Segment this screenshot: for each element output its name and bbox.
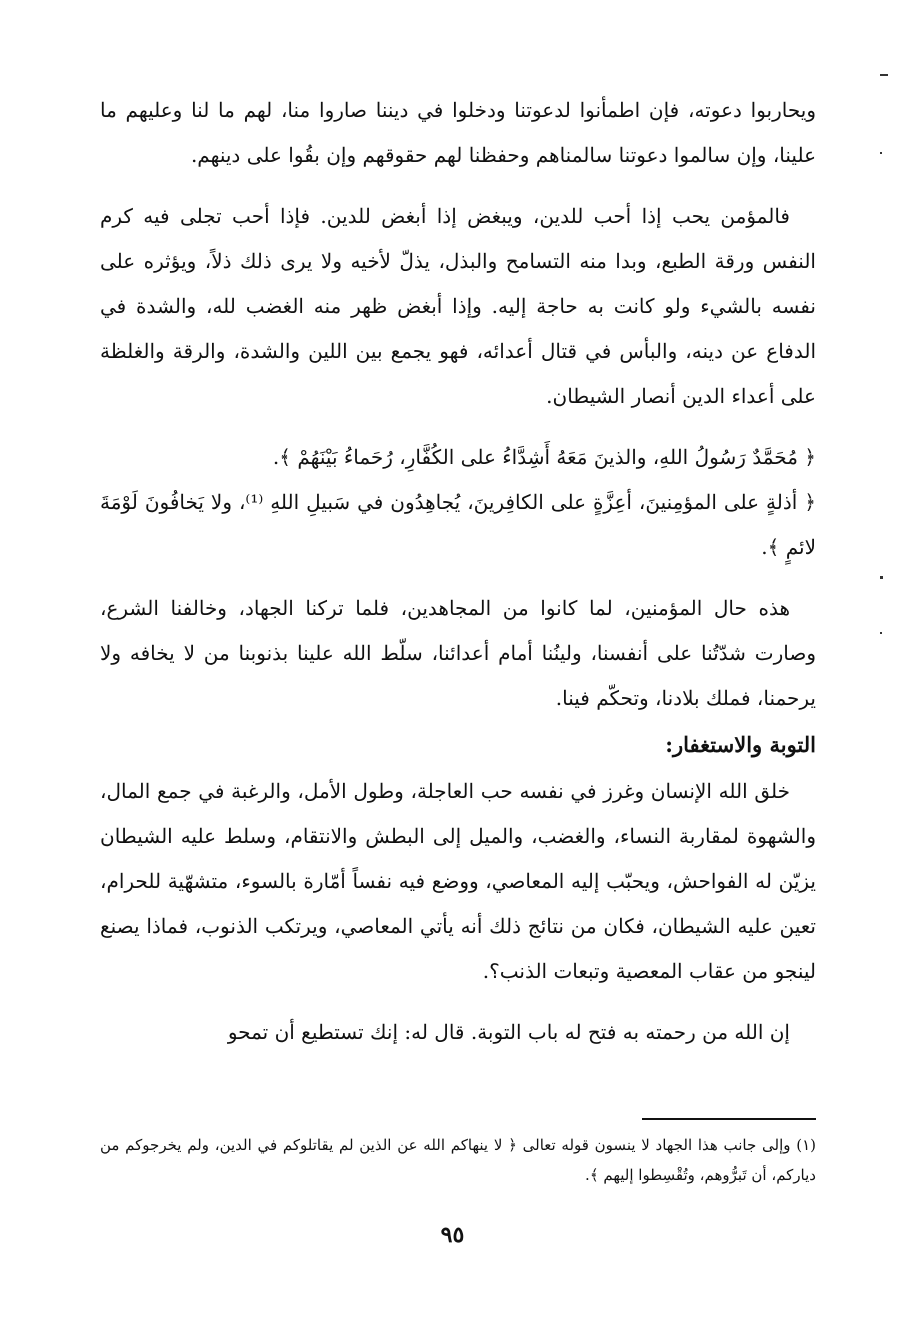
margin-mark [880,152,882,154]
footnote: (١) وإلى جانب هذا الجهاد لا ينسون قوله تعالى ﴿ لا ينهاكم الله عن الذين لم يقاتلوكم في الدين، ولم يخرجوكم من دياركم، أن تَبرُّوهم، وتُقْسِطوا إليهم ﴾. [100,1136,816,1184]
paragraph-3: هذه حال المؤمنين، لما كانوا من المجاهدين، فلما تركنا الجهاد، وخالفنا الشرع، وصارت شدّتُنا على أنفسنا، ولينُنا أمام أعدائنا، سلّط الله علينا بذنوبنا من لا يخافه ولا يرحمنا، فملك بلادنا، وتحكّم فينا. [100,596,816,710]
footnote-divider [642,1118,816,1120]
margin-mark [880,576,883,579]
page-number: ٩٥ [440,1222,465,1248]
paragraph-4: خلق الله الإنسان وغرز في نفسه حب العاجلة، وطول الأمل، والرغبة في جمع المال، والشهوة لمقاربة النساء، والغضب، والميل إلى البطش والانتقام، وسلط عليه الشيطان يزيّن له الفواحش، ويحبّب إليه المعاصي، ووضع فيه نفساً أمّارة بالسوء، متشهّية للحرام، تعين عليه الشيطان، فكان من نتائج ذلك أنه يأتي المعاصي، ويرتكب الذنوب، فماذا يصنع لينجو من عقاب المعصية وتبعات الذنب؟. [100,779,816,983]
paragraph-1: ويحاربوا دعوته، فإن اطمأنوا لدعوتنا ودخلوا في ديننا صاروا منا، لهم ما لنا وعليهم ما علينا، وإن سالموا دعوتنا سالمناهم وحفظنا لهم حقوقهم وإن بقُوا على دينهم. [100,98,816,167]
section-heading: التوبة والاستغفار: [665,732,816,757]
quran-verse-2: ﴿ أذلةٍ على المؤمِنينَ، أعِزَّةٍ على الكافِرينَ، يُجاهِدُون في سَبيلِ اللهِ ⁽¹⁾، ولا يَخافُونَ لَوْمَةَ لائمٍ ﴾. [100,490,817,559]
paragraph-2: فالمؤمن يحب إذا أحب للدين، ويبغض إذا أبغض للدين. فإذا أحب تجلى فيه كرم النفس ورقة الطبع، وبدا منه التسامح والبذل، يذلّ لأخيه ولا يرى ذلك ذلاً، ويؤثره على نفسه بالشيء ولو كانت به حاجة إليه. وإذا أبغض ظهر منه الغضب لله، والشدة في الدفاع عن دينه، والبأس في قتال أعدائه، فهو يجمع بين اللين والشدة، والرقة والغلظة على أعداء الدين أنصار الشيطان. [100,204,816,408]
quran-verse-1: ﴿ مُحَمَّدٌ رَسُولُ اللهِ، والذينَ مَعَهُ أَشِدَّاءُ على الكُفَّارِ، رُحَماءُ بَيْنَهُمْ ﴾. [272,445,816,469]
margin-mark [880,632,882,634]
page-body [100,88,816,1071]
margin-mark [880,74,888,76]
paragraph-5: إن الله من رحمته به فتح له باب التوبة. قال له: إنك تستطيع أن تمحو [227,1020,790,1044]
